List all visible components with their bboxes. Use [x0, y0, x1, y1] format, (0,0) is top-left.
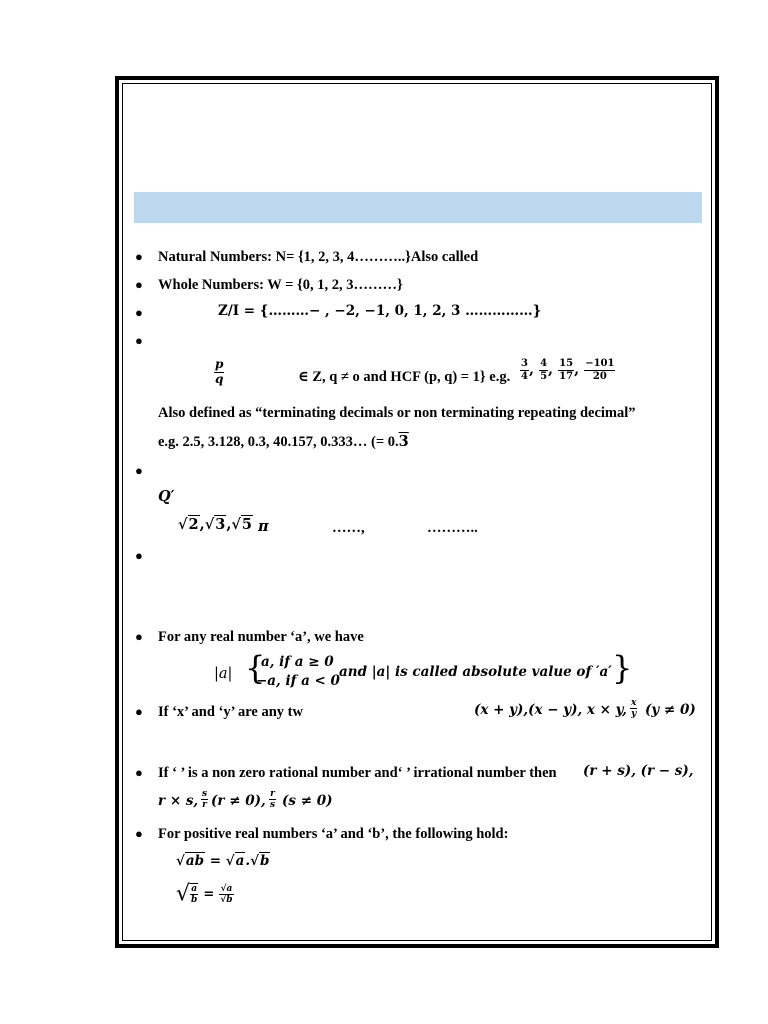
rs-fraction-1: $\frac{s}{r}$	[202, 789, 208, 811]
rs-condition-1: (r ≠ 0),	[211, 793, 266, 809]
xy-text: If ‘x’ and ‘y’ are any tw	[158, 704, 303, 720]
ellipsis-a: ……,	[332, 520, 365, 536]
rs-operations: (r + s), (r − s),	[583, 763, 694, 779]
rs-text: If ‘ ’ is a non zero rational number and‘ ’ irrational number then	[158, 765, 557, 781]
abs-description: and |a| is called absolute value of ′a′	[339, 664, 612, 680]
xy-condition: (y ≠ 0)	[645, 702, 696, 718]
rational-condition: ∈ Z, q ≠ o and HCF (p, q) = 1} e.g.	[298, 369, 511, 385]
xy-fraction: $\frac{x}{y}$	[631, 698, 637, 720]
ellipsis-b: ………..	[427, 520, 478, 536]
bullet: ●	[135, 765, 143, 780]
also-defined-text: Also defined as “terminating decimals or non terminating repeating decimal”	[158, 405, 636, 421]
identity-1: √ab = √a.√b	[176, 853, 270, 869]
bullet: ●	[135, 704, 143, 719]
real-number-text: For any real number ‘a’, we have	[158, 629, 364, 645]
right-brace: }	[612, 649, 633, 687]
bullet: ●	[135, 826, 143, 841]
abs-case-1: a, if a ≥ 0	[261, 654, 334, 670]
heading-band	[134, 192, 702, 223]
abs-lhs: |a|	[214, 666, 233, 682]
rs-product: r × s,	[158, 793, 199, 809]
rs-condition-2: (s ≠ 0)	[282, 793, 333, 809]
bullet: ●	[135, 249, 143, 264]
identity-2: √ $\frac{a}{b}$ = $\frac{√a}{√b}$	[176, 881, 233, 907]
bullet: ●	[135, 629, 143, 644]
irrational-symbol: Q′	[158, 488, 175, 505]
positive-reals-text: For positive real numbers ‘a’ and ‘b’, the following hold:	[158, 826, 509, 842]
left-brace: {	[245, 649, 266, 687]
whole-numbers-text: Whole Numbers: W = {0, 1, 2, 3………}	[158, 277, 403, 293]
pi-symbol: π	[258, 518, 269, 535]
irrational-roots: √2,√3,√5	[178, 516, 252, 533]
natural-numbers-text: Natural Numbers: N= {1, 2, 3, 4………..}Also called	[158, 249, 479, 265]
bullet: ●	[135, 463, 143, 478]
rational-examples: $\frac{3}{4}$ , $\frac{4}{5}$ , $\frac{15}{17}$ , $\frac{-101}{20}$	[521, 358, 615, 382]
bullet: ●	[135, 277, 143, 292]
rs-fraction-2: $\frac{r}{s}$	[270, 789, 276, 811]
bullet: ●	[135, 548, 143, 563]
abs-case-2: −a, if a < 0	[256, 673, 340, 689]
integers-text: Z/I = {………− , −2, −1, 0, 1, 2, 3 ……………}	[218, 303, 542, 319]
bullet: ●	[135, 305, 143, 320]
rational-fraction: $\frac{p}{q}$	[215, 357, 224, 386]
bullet: ●	[135, 333, 143, 348]
decimal-examples: e.g. 2.5, 3.128, 0.3, 40.157, 0.333… (= 0.3	[158, 433, 409, 450]
xy-operations: (x + y),(x − y), x × y,	[474, 702, 627, 718]
